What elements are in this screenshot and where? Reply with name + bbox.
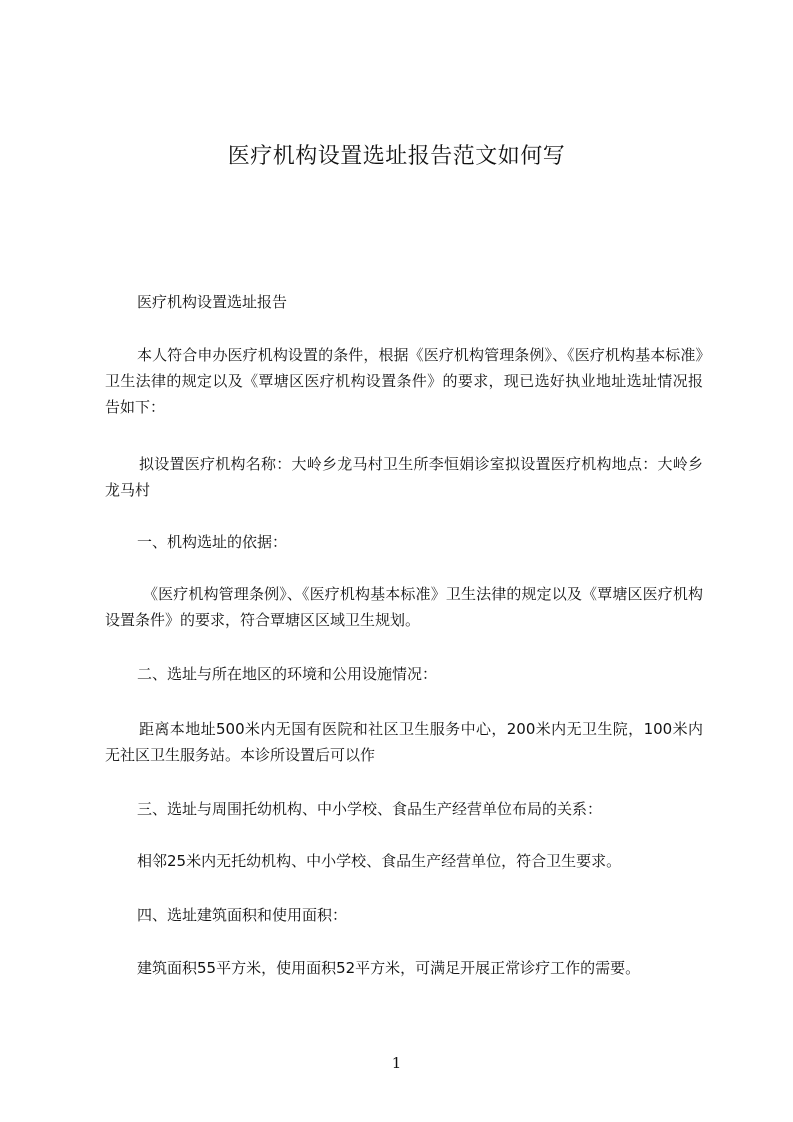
report-heading: 医疗机构设置选址报告 (137, 293, 288, 311)
document-title: 医疗机构设置选址报告范文如何写 (227, 144, 566, 169)
relation-paragraph: 相邻25米内无托幼机构、中小学校、食品生产经营单位，符合卫生要求。 (137, 852, 622, 870)
page-number: 1 (391, 1054, 402, 1072)
intro-paragraph: 本人符合申办医疗机构设置的条件，根据《医疗机构管理条例》、《医疗机构基本标准》卫生法律的规定以及《覃塘区医疗机构设置条件》的要求，现已选好执业地址选址情况报告如下： (105, 346, 703, 416)
section-heading-environment: 二、选址与所在地区的环境和公用设施情况： (137, 665, 438, 683)
section-heading-relation: 三、选址与周围托幼机构、中小学校、食品生产经营单位布局的关系： (137, 800, 603, 818)
name-location-paragraph: 拟设置医疗机构名称：大岭乡龙马村卫生所李恒娟诊室拟设置医疗机构地点：大岭乡龙马村 (105, 455, 703, 499)
basis-paragraph: 《医疗机构管理条例》、《医疗机构基本标准》卫生法律的规定以及《覃塘区医疗机构设置条件》的要求，符合覃塘区区域卫生规划。 (105, 585, 703, 629)
environment-paragraph: 距离本地址500米内无国有医院和社区卫生服务中心，200米内无卫生院，100米内无社区卫生服务站。本诊所设置后可以作 (105, 720, 703, 764)
section-heading-area: 四、选址建筑面积和使用面积： (137, 906, 348, 924)
section-heading-basis: 一、机构选址的依据： (137, 533, 288, 551)
area-paragraph: 建筑面积55平方米，使用面积52平方米，可满足开展正常诊疗工作的需要。 (137, 959, 641, 977)
